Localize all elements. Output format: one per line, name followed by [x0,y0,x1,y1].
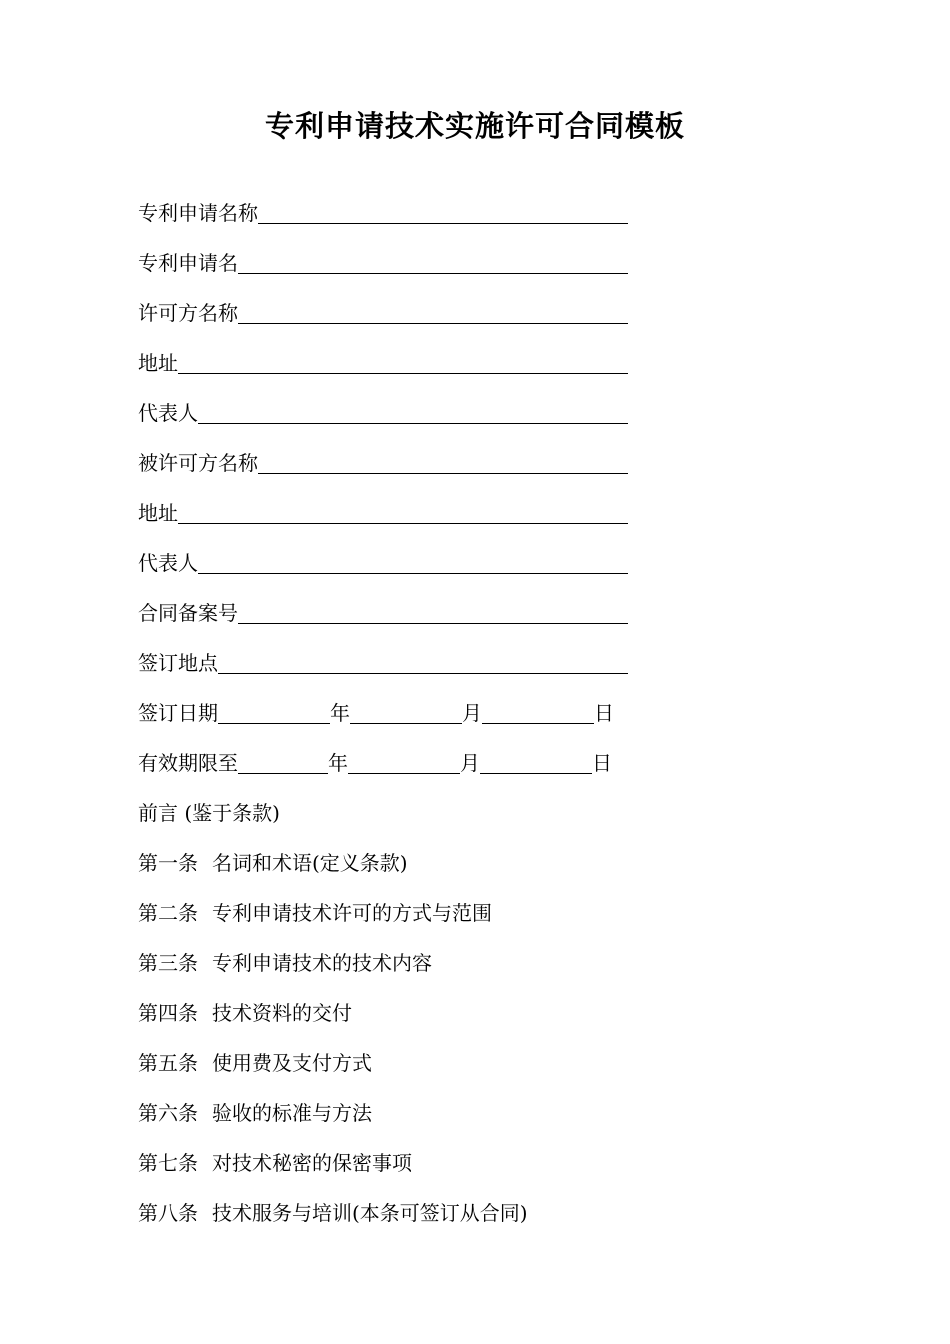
clause-number: 第三条 [138,951,198,975]
field-signing-place [138,646,628,676]
field-contract-record-number [138,596,628,626]
field-label: 有效期限至 [138,751,238,775]
clause-8 [138,1196,528,1226]
field-label: 被许可方名称 [138,451,258,475]
month-label: 月 [462,701,482,725]
clause-number: 第二条 [138,901,198,925]
blank-line[interactable] [218,649,628,674]
field-valid-until [138,746,612,776]
clause-3 [138,946,432,976]
year-label: 年 [328,751,348,775]
clause-text: 技术资料的交付 [212,1001,352,1025]
field-licensor-representative [138,396,628,426]
blank-day[interactable] [482,699,594,724]
field-licensee-representative [138,546,628,576]
clause-text: 使用费及支付方式 [212,1051,372,1075]
preface [138,796,280,826]
document-title: 专利申请技术实施许可合同模板 [264,109,685,143]
field-label: 签订日期 [138,701,218,725]
field-licensor-name [138,296,628,326]
day-label: 日 [592,751,612,775]
field-label: 代表人 [138,551,198,575]
field-licensor-address [138,346,628,376]
blank-month[interactable] [348,749,460,774]
blank-line[interactable] [178,349,628,374]
blank-line[interactable] [258,449,628,474]
field-label: 代表人 [138,401,198,425]
clause-5 [138,1046,372,1076]
field-patent-application-name [138,246,628,276]
clause-number: 第七条 [138,1151,198,1175]
blank-line[interactable] [198,549,628,574]
field-licensee-name [138,446,628,476]
blank-year[interactable] [218,699,330,724]
field-label: 签订地点 [138,651,218,675]
month-label: 月 [460,751,480,775]
field-label: 专利申请名称 [138,201,258,225]
blank-line[interactable] [178,499,628,524]
field-licensee-address [138,496,628,526]
clause-text: 专利申请技术的技术内容 [212,951,432,975]
blank-line[interactable] [238,249,628,274]
preface-text: 前言 (鉴于条款) [138,801,280,825]
blank-year[interactable] [238,749,328,774]
blank-day[interactable] [480,749,592,774]
blank-line[interactable] [198,399,628,424]
blank-line[interactable] [238,299,628,324]
clause-4 [138,996,352,1026]
field-label: 地址 [138,501,178,525]
blank-month[interactable] [350,699,462,724]
field-label: 专利申请名 [138,251,238,275]
clause-6 [138,1096,372,1126]
clause-text: 专利申请技术许可的方式与范围 [212,901,492,925]
blank-line[interactable] [238,599,628,624]
field-patent-application-title [138,196,628,226]
field-label: 许可方名称 [138,301,238,325]
clause-text: 对技术秘密的保密事项 [212,1151,412,1175]
field-label: 合同备案号 [138,601,238,625]
clause-7 [138,1146,412,1176]
day-label: 日 [594,701,614,725]
clause-number: 第四条 [138,1001,198,1025]
clause-number: 第六条 [138,1101,198,1125]
clause-text: 名词和术语(定义条款) [212,851,408,875]
clause-number: 第一条 [138,851,198,875]
clause-2 [138,896,492,926]
clause-number: 第五条 [138,1051,198,1075]
field-label: 地址 [138,351,178,375]
blank-line[interactable] [258,199,628,224]
clause-1 [138,846,408,876]
clause-text: 技术服务与培训(本条可签订从合同) [212,1201,528,1225]
year-label: 年 [330,701,350,725]
clause-number: 第八条 [138,1201,198,1225]
clause-text: 验收的标准与方法 [212,1101,372,1125]
field-signing-date [138,696,614,726]
